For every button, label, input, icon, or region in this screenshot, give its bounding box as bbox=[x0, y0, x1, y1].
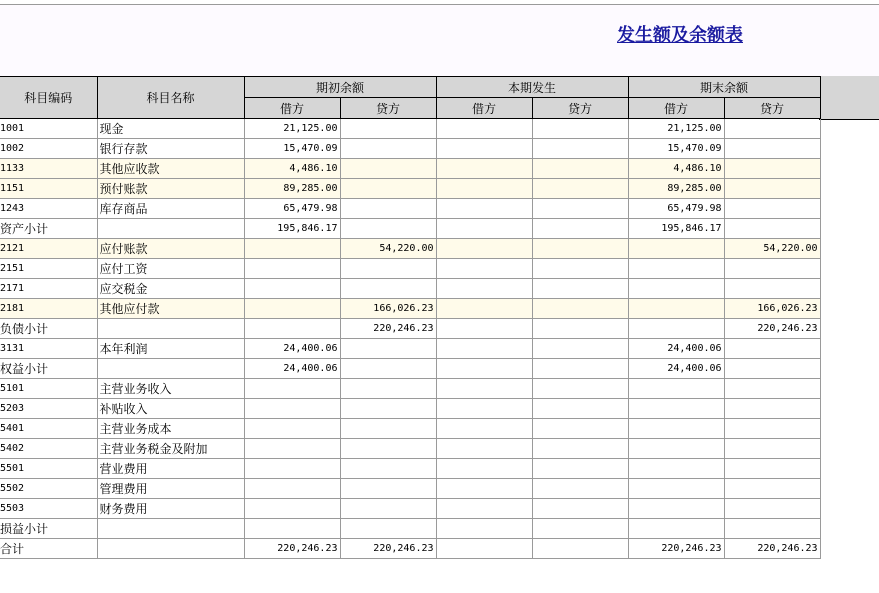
cell-closing-credit[interactable] bbox=[724, 279, 820, 299]
cell-closing-debit[interactable] bbox=[628, 319, 724, 339]
cell-current-debit[interactable] bbox=[436, 419, 532, 439]
cell-name[interactable]: 应付工资 bbox=[97, 259, 244, 279]
cell-current-credit[interactable] bbox=[532, 299, 628, 319]
cell-closing-credit[interactable] bbox=[724, 459, 820, 479]
cell-code[interactable]: 5503 bbox=[0, 499, 97, 519]
col-header-current[interactable]: 本期发生 bbox=[436, 77, 628, 98]
cell-code[interactable]: 5502 bbox=[0, 479, 97, 499]
cell-closing-credit[interactable] bbox=[724, 139, 820, 159]
cell-opening-debit[interactable] bbox=[244, 279, 340, 299]
cell-closing-credit[interactable]: 220,246.23 bbox=[724, 319, 820, 339]
cell-closing-credit[interactable] bbox=[724, 179, 820, 199]
cell-name[interactable]: 营业费用 bbox=[97, 459, 244, 479]
cell-current-debit[interactable] bbox=[436, 319, 532, 339]
cell-closing-debit[interactable] bbox=[628, 479, 724, 499]
cell-closing-credit[interactable] bbox=[724, 519, 820, 539]
cell-closing-credit[interactable] bbox=[724, 159, 820, 179]
cell-name[interactable]: 补贴收入 bbox=[97, 399, 244, 419]
cell-opening-debit[interactable] bbox=[244, 419, 340, 439]
cell-closing-credit[interactable] bbox=[724, 379, 820, 399]
cell-closing-credit[interactable] bbox=[724, 219, 820, 239]
cell-name[interactable]: 本年利润 bbox=[97, 339, 244, 359]
cell-opening-debit[interactable] bbox=[244, 479, 340, 499]
cell-closing-debit[interactable]: 195,846.17 bbox=[628, 219, 724, 239]
cell-opening-debit[interactable] bbox=[244, 519, 340, 539]
cell-current-credit[interactable] bbox=[532, 419, 628, 439]
cell-current-credit[interactable] bbox=[532, 539, 628, 559]
cell-code[interactable]: 1133 bbox=[0, 159, 97, 179]
cell-closing-debit[interactable] bbox=[628, 439, 724, 459]
cell-opening-debit[interactable]: 220,246.23 bbox=[244, 539, 340, 559]
cell-current-debit[interactable] bbox=[436, 159, 532, 179]
cell-closing-debit[interactable] bbox=[628, 519, 724, 539]
cell-closing-debit[interactable]: 65,479.98 bbox=[628, 199, 724, 219]
cell-name[interactable] bbox=[97, 219, 244, 239]
cell-closing-debit[interactable] bbox=[628, 379, 724, 399]
report-title: 发生额及余额表 bbox=[617, 25, 743, 46]
cell-name[interactable]: 应付账款 bbox=[97, 239, 244, 259]
cell-current-debit[interactable] bbox=[436, 139, 532, 159]
cell-current-debit[interactable] bbox=[436, 379, 532, 399]
cell-current-credit[interactable] bbox=[532, 519, 628, 539]
cell-current-debit[interactable] bbox=[436, 199, 532, 219]
cell-closing-credit[interactable] bbox=[724, 339, 820, 359]
cell-opening-credit[interactable]: 220,246.23 bbox=[340, 539, 436, 559]
cell-closing-credit[interactable] bbox=[724, 499, 820, 519]
table-row[interactable] bbox=[0, 299, 820, 319]
cell-opening-credit[interactable] bbox=[340, 499, 436, 519]
cell-closing-credit[interactable] bbox=[724, 359, 820, 379]
cell-current-credit[interactable] bbox=[532, 479, 628, 499]
cell-closing-credit[interactable] bbox=[724, 419, 820, 439]
col-header-closing-credit[interactable]: 贷方 bbox=[724, 98, 820, 119]
cell-opening-credit[interactable] bbox=[340, 439, 436, 459]
cell-current-credit[interactable] bbox=[532, 359, 628, 379]
cell-opening-credit[interactable] bbox=[340, 219, 436, 239]
cell-opening-credit[interactable] bbox=[340, 279, 436, 299]
cell-current-credit[interactable] bbox=[532, 379, 628, 399]
cell-current-debit[interactable] bbox=[436, 399, 532, 419]
cell-closing-debit[interactable]: 24,400.06 bbox=[628, 339, 724, 359]
table-row[interactable] bbox=[0, 199, 820, 219]
cell-name[interactable]: 应交税金 bbox=[97, 279, 244, 299]
cell-current-debit[interactable] bbox=[436, 299, 532, 319]
report-grid bbox=[0, 76, 879, 559]
table-body bbox=[0, 119, 820, 559]
cell-opening-debit[interactable]: 65,479.98 bbox=[244, 199, 340, 219]
cell-closing-credit[interactable] bbox=[724, 119, 820, 139]
cell-code[interactable]: 2151 bbox=[0, 259, 97, 279]
cell-opening-debit[interactable]: 21,125.00 bbox=[244, 119, 340, 139]
cell-name[interactable] bbox=[97, 539, 244, 559]
table-row[interactable] bbox=[0, 319, 820, 339]
cell-current-credit[interactable] bbox=[532, 119, 628, 139]
cell-code[interactable]: 1151 bbox=[0, 179, 97, 199]
cell-opening-debit[interactable] bbox=[244, 299, 340, 319]
col-header-closing[interactable]: 期末余额 bbox=[628, 77, 820, 98]
table-row[interactable] bbox=[0, 359, 820, 379]
cell-closing-debit[interactable]: 4,486.10 bbox=[628, 159, 724, 179]
col-header-current-debit[interactable]: 借方 bbox=[436, 98, 532, 119]
cell-opening-debit[interactable]: 195,846.17 bbox=[244, 219, 340, 239]
cell-current-debit[interactable] bbox=[436, 259, 532, 279]
cell-opening-debit[interactable] bbox=[244, 379, 340, 399]
cell-opening-debit[interactable]: 24,400.06 bbox=[244, 339, 340, 359]
cell-current-credit[interactable] bbox=[532, 279, 628, 299]
cell-opening-debit[interactable] bbox=[244, 399, 340, 419]
cell-opening-credit[interactable] bbox=[340, 519, 436, 539]
cell-opening-credit[interactable]: 220,246.23 bbox=[340, 319, 436, 339]
table-row[interactable] bbox=[0, 219, 820, 239]
cell-current-credit[interactable] bbox=[532, 399, 628, 419]
cell-code[interactable]: 5203 bbox=[0, 399, 97, 419]
cell-name[interactable] bbox=[97, 359, 244, 379]
cell-current-credit[interactable] bbox=[532, 159, 628, 179]
cell-opening-credit[interactable] bbox=[340, 179, 436, 199]
cell-closing-debit[interactable] bbox=[628, 259, 724, 279]
table-row[interactable] bbox=[0, 139, 820, 159]
table-row[interactable] bbox=[0, 479, 820, 499]
cell-opening-credit[interactable] bbox=[340, 459, 436, 479]
cell-closing-debit[interactable] bbox=[628, 279, 724, 299]
cell-current-debit[interactable] bbox=[436, 359, 532, 379]
cell-code[interactable]: 3131 bbox=[0, 339, 97, 359]
cell-opening-credit[interactable] bbox=[340, 399, 436, 419]
table-header bbox=[0, 77, 820, 119]
col-header-name[interactable]: 科目名称 bbox=[97, 77, 244, 119]
col-header-current-credit[interactable]: 贷方 bbox=[532, 98, 628, 119]
cell-current-credit[interactable] bbox=[532, 139, 628, 159]
cell-opening-debit[interactable] bbox=[244, 239, 340, 259]
cell-current-credit[interactable] bbox=[532, 259, 628, 279]
cell-current-debit[interactable] bbox=[436, 119, 532, 139]
cell-closing-credit[interactable] bbox=[724, 439, 820, 459]
table-row[interactable] bbox=[0, 339, 820, 359]
cell-closing-debit[interactable]: 21,125.00 bbox=[628, 119, 724, 139]
cell-opening-credit[interactable] bbox=[340, 359, 436, 379]
cell-name[interactable]: 现金 bbox=[97, 119, 244, 139]
cell-opening-credit[interactable]: 166,026.23 bbox=[340, 299, 436, 319]
cell-closing-credit[interactable] bbox=[724, 399, 820, 419]
cell-opening-debit[interactable] bbox=[244, 459, 340, 479]
cell-current-credit[interactable] bbox=[532, 179, 628, 199]
cell-closing-credit[interactable]: 54,220.00 bbox=[724, 239, 820, 259]
cell-opening-credit[interactable] bbox=[340, 339, 436, 359]
cell-current-credit[interactable] bbox=[532, 239, 628, 259]
cell-opening-credit[interactable] bbox=[340, 259, 436, 279]
table-row[interactable] bbox=[0, 259, 820, 279]
cell-current-debit[interactable] bbox=[436, 219, 532, 239]
cell-opening-credit[interactable] bbox=[340, 479, 436, 499]
cell-current-credit[interactable] bbox=[532, 459, 628, 479]
report-header bbox=[0, 5, 879, 76]
cell-current-debit[interactable] bbox=[436, 179, 532, 199]
cell-current-credit[interactable] bbox=[532, 339, 628, 359]
cell-current-debit[interactable] bbox=[436, 439, 532, 459]
cell-name[interactable]: 主营业务收入 bbox=[97, 379, 244, 399]
cell-name[interactable]: 银行存款 bbox=[97, 139, 244, 159]
cell-code[interactable]: 5402 bbox=[0, 439, 97, 459]
cell-name[interactable]: 主营业务税金及附加 bbox=[97, 439, 244, 459]
cell-opening-credit[interactable] bbox=[340, 379, 436, 399]
cell-opening-debit[interactable] bbox=[244, 439, 340, 459]
cell-opening-debit[interactable] bbox=[244, 499, 340, 519]
cell-current-credit[interactable] bbox=[532, 319, 628, 339]
cell-code[interactable]: 2181 bbox=[0, 299, 97, 319]
cell-current-debit[interactable] bbox=[436, 279, 532, 299]
cell-closing-debit[interactable] bbox=[628, 299, 724, 319]
cell-code[interactable]: 资产小计 bbox=[0, 219, 97, 239]
table-row[interactable] bbox=[0, 239, 820, 259]
cell-current-debit[interactable] bbox=[436, 339, 532, 359]
cell-name[interactable]: 预付账款 bbox=[97, 179, 244, 199]
cell-opening-credit[interactable]: 54,220.00 bbox=[340, 239, 436, 259]
cell-closing-debit[interactable]: 220,246.23 bbox=[628, 539, 724, 559]
col-header-closing-debit[interactable]: 借方 bbox=[628, 98, 724, 119]
cell-opening-debit[interactable]: 4,486.10 bbox=[244, 159, 340, 179]
cell-closing-credit[interactable]: 220,246.23 bbox=[724, 539, 820, 559]
table-row[interactable] bbox=[0, 459, 820, 479]
cell-current-debit[interactable] bbox=[436, 459, 532, 479]
cell-opening-credit[interactable] bbox=[340, 119, 436, 139]
cell-closing-debit[interactable]: 89,285.00 bbox=[628, 179, 724, 199]
cell-closing-credit[interactable] bbox=[724, 199, 820, 219]
cell-opening-debit[interactable]: 15,470.09 bbox=[244, 139, 340, 159]
cell-code[interactable]: 合计 bbox=[0, 539, 97, 559]
cell-closing-debit[interactable] bbox=[628, 239, 724, 259]
cell-name[interactable]: 管理费用 bbox=[97, 479, 244, 499]
cell-name[interactable]: 其他应收款 bbox=[97, 159, 244, 179]
col-header-code[interactable]: 科目编码 bbox=[0, 77, 97, 119]
cell-current-debit[interactable] bbox=[436, 519, 532, 539]
cell-opening-debit[interactable] bbox=[244, 319, 340, 339]
cell-name[interactable] bbox=[97, 519, 244, 539]
cell-code[interactable]: 5401 bbox=[0, 419, 97, 439]
cell-current-debit[interactable] bbox=[436, 539, 532, 559]
cell-current-debit[interactable] bbox=[436, 239, 532, 259]
cell-opening-credit[interactable] bbox=[340, 419, 436, 439]
cell-code[interactable]: 权益小计 bbox=[0, 359, 97, 379]
table-row[interactable] bbox=[0, 179, 820, 199]
cell-opening-credit[interactable] bbox=[340, 199, 436, 219]
cell-opening-credit[interactable] bbox=[340, 159, 436, 179]
cell-code[interactable]: 5101 bbox=[0, 379, 97, 399]
cell-closing-debit[interactable] bbox=[628, 399, 724, 419]
cell-name[interactable]: 库存商品 bbox=[97, 199, 244, 219]
cell-current-debit[interactable] bbox=[436, 479, 532, 499]
cell-code[interactable]: 负债小计 bbox=[0, 319, 97, 339]
cell-closing-debit[interactable]: 15,470.09 bbox=[628, 139, 724, 159]
cell-closing-credit[interactable] bbox=[724, 259, 820, 279]
cell-closing-debit[interactable] bbox=[628, 499, 724, 519]
cell-opening-debit[interactable] bbox=[244, 259, 340, 279]
cell-current-credit[interactable] bbox=[532, 439, 628, 459]
table-row[interactable] bbox=[0, 539, 820, 559]
cell-current-credit[interactable] bbox=[532, 499, 628, 519]
balance-table bbox=[0, 76, 821, 559]
cell-opening-debit[interactable]: 24,400.06 bbox=[244, 359, 340, 379]
cell-name[interactable] bbox=[97, 319, 244, 339]
cell-code[interactable]: 1243 bbox=[0, 199, 97, 219]
table-row[interactable] bbox=[0, 379, 820, 399]
col-header-opening-credit[interactable]: 贷方 bbox=[340, 98, 436, 119]
table-row[interactable] bbox=[0, 279, 820, 299]
cell-current-credit[interactable] bbox=[532, 219, 628, 239]
cell-closing-debit[interactable] bbox=[628, 459, 724, 479]
cell-closing-debit[interactable] bbox=[628, 419, 724, 439]
col-header-opening-debit[interactable]: 借方 bbox=[244, 98, 340, 119]
table-row[interactable] bbox=[0, 519, 820, 539]
cell-name[interactable]: 财务费用 bbox=[97, 499, 244, 519]
table-row[interactable] bbox=[0, 159, 820, 179]
cell-code[interactable]: 损益小计 bbox=[0, 519, 97, 539]
cell-closing-credit[interactable]: 166,026.23 bbox=[724, 299, 820, 319]
cell-code[interactable]: 1002 bbox=[0, 139, 97, 159]
cell-name[interactable]: 其他应付款 bbox=[97, 299, 244, 319]
cell-closing-credit[interactable] bbox=[724, 479, 820, 499]
cell-code[interactable]: 1001 bbox=[0, 119, 97, 139]
cell-current-credit[interactable] bbox=[532, 199, 628, 219]
cell-name[interactable]: 主营业务成本 bbox=[97, 419, 244, 439]
table-row[interactable] bbox=[0, 439, 820, 459]
col-header-opening[interactable]: 期初余额 bbox=[244, 77, 436, 98]
table-row[interactable] bbox=[0, 399, 820, 419]
cell-code[interactable]: 5501 bbox=[0, 459, 97, 479]
cell-code[interactable]: 2171 bbox=[0, 279, 97, 299]
cell-opening-debit[interactable]: 89,285.00 bbox=[244, 179, 340, 199]
cell-current-debit[interactable] bbox=[436, 499, 532, 519]
cell-code[interactable]: 2121 bbox=[0, 239, 97, 259]
table-row[interactable] bbox=[0, 419, 820, 439]
table-row[interactable] bbox=[0, 119, 820, 139]
cell-opening-credit[interactable] bbox=[340, 139, 436, 159]
cell-closing-debit[interactable]: 24,400.06 bbox=[628, 359, 724, 379]
table-row[interactable] bbox=[0, 499, 820, 519]
